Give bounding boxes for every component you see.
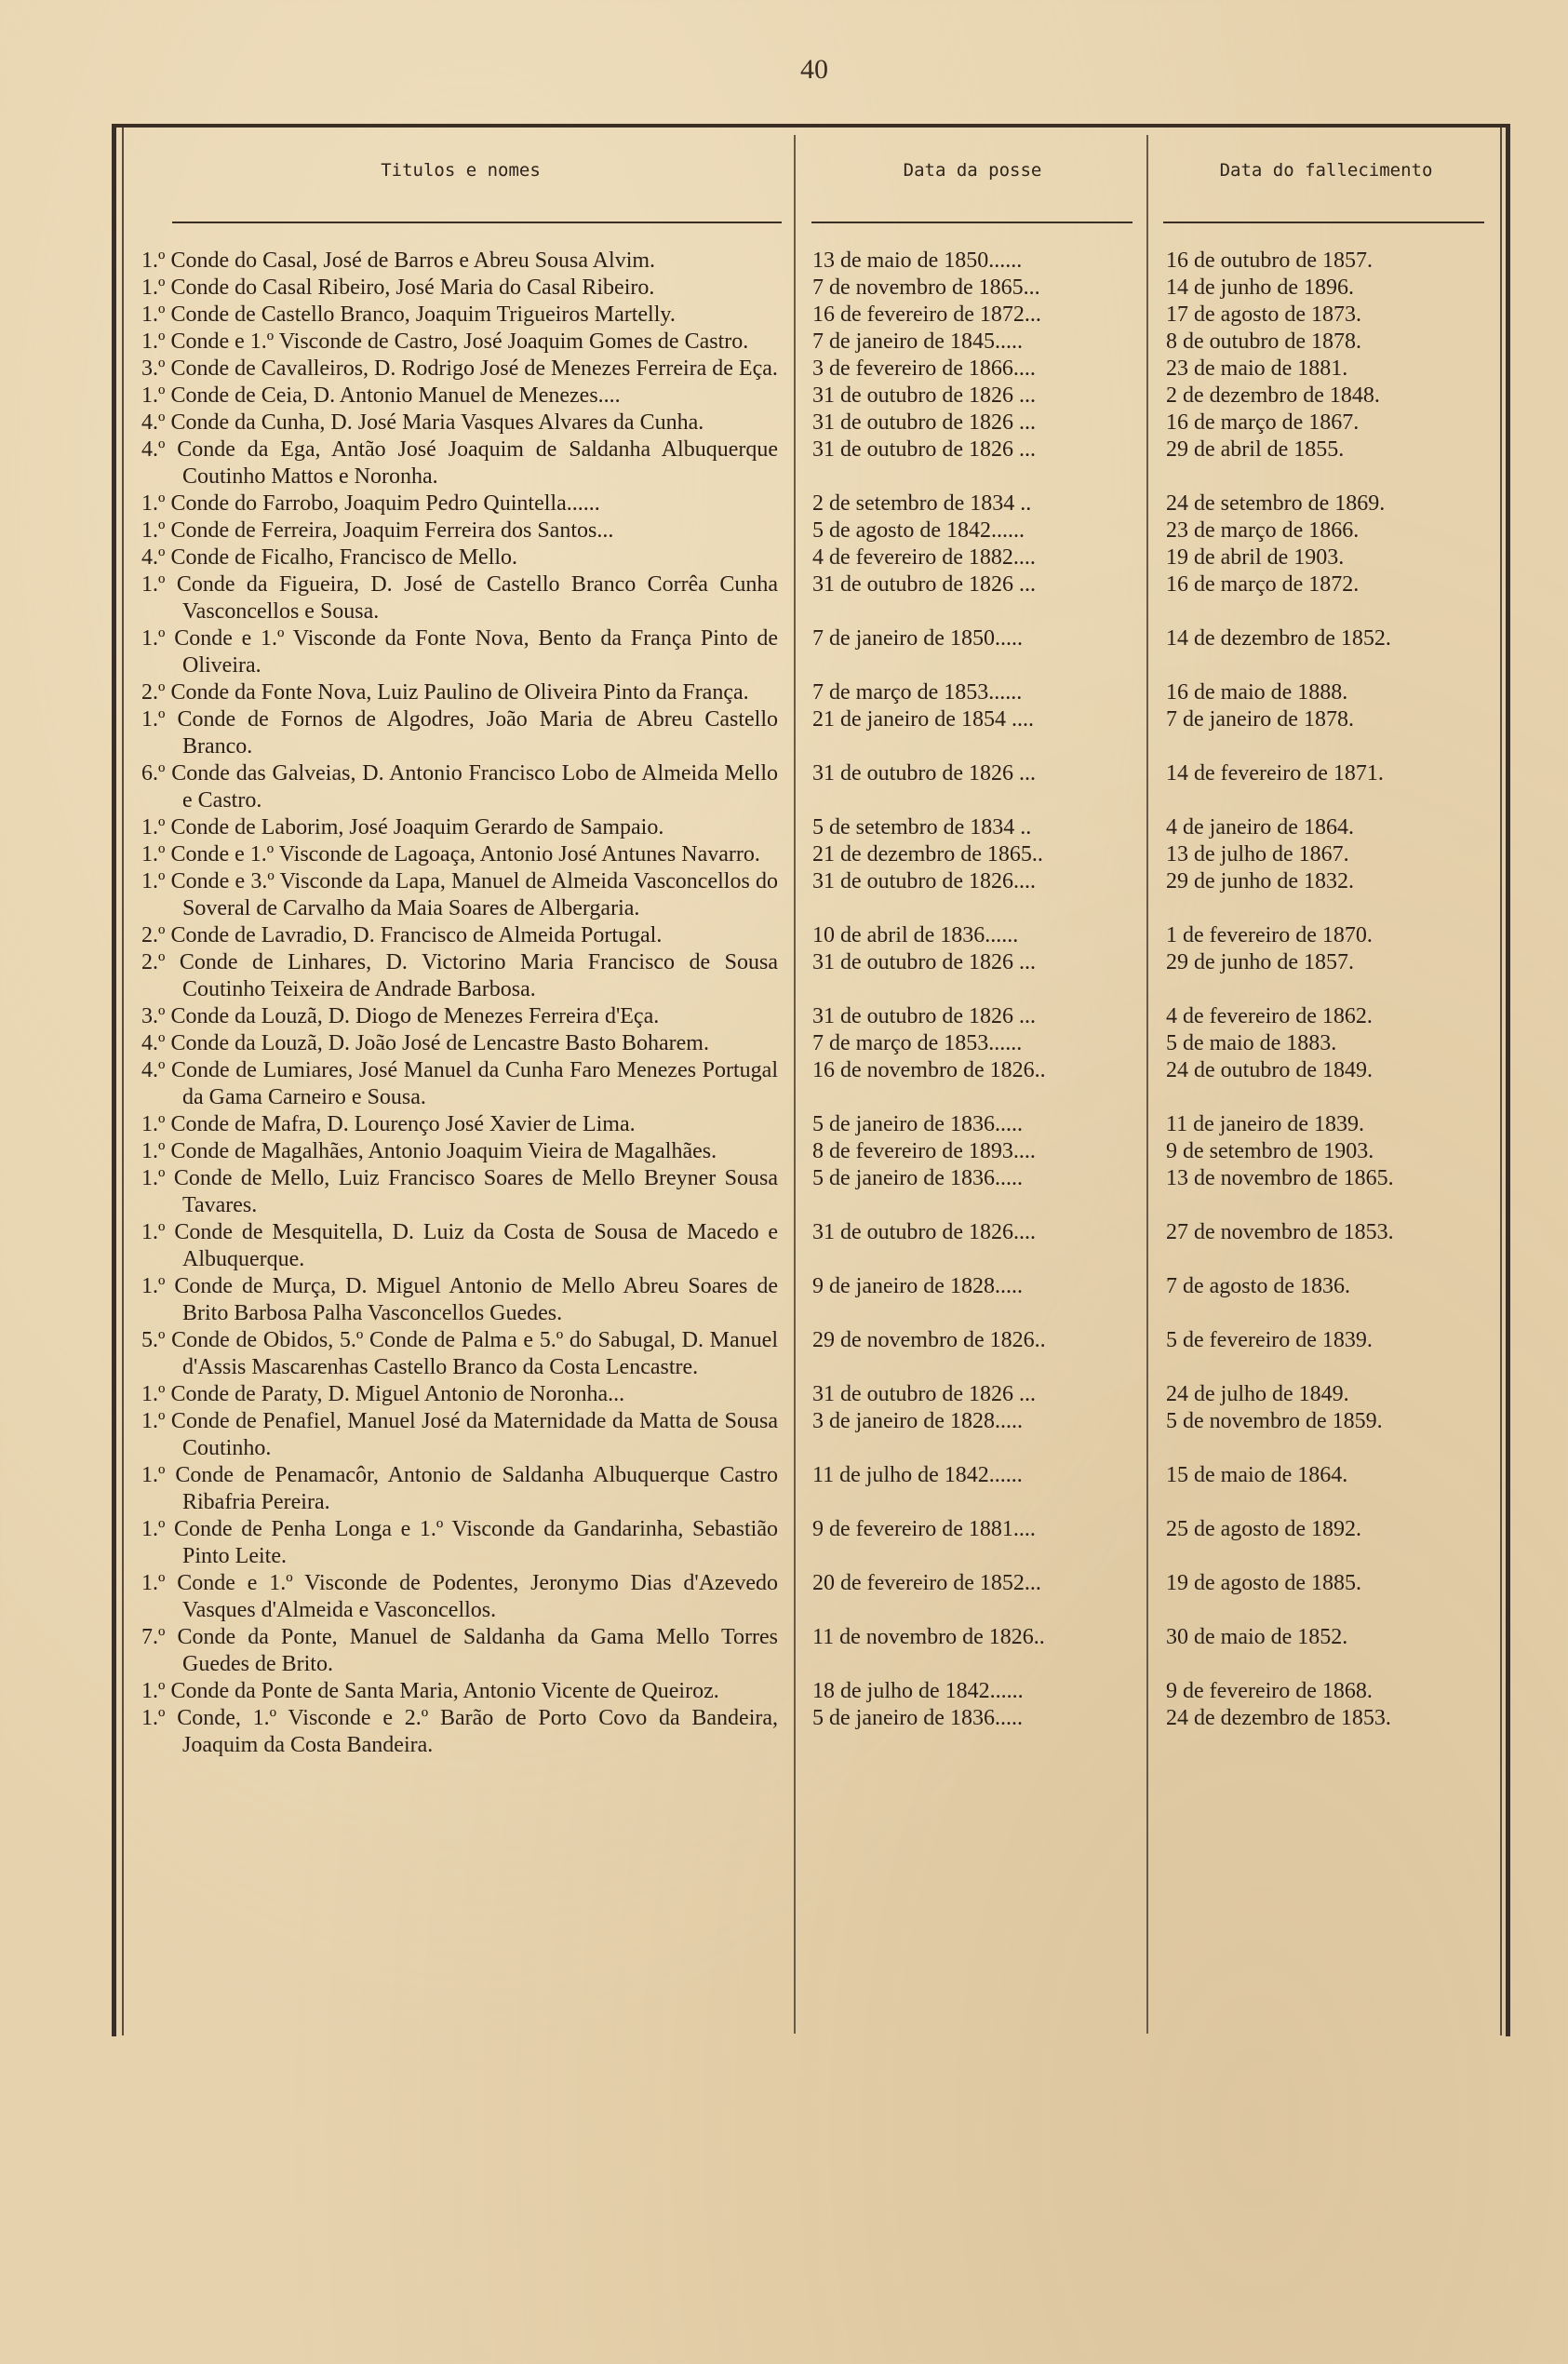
entry-title: 1.º Conde e 1.º Visconde de Lagoaça, Antonio José Antunes Navarro. — [141, 842, 760, 866]
table-row — [0, 302, 1568, 329]
table-row — [0, 1003, 1568, 1030]
table-row — [0, 1462, 1568, 1516]
entry-posse-date: 21 de dezembro de 1865.. — [812, 842, 1043, 866]
entry-posse-date: 21 de janeiro de 1854 .... — [812, 707, 1034, 732]
entry-posse-date: 5 de setembro de 1834 .. — [812, 815, 1032, 839]
entry-title: 1.º Conde do Casal, José de Barros e Abreu Sousa Alvim. — [141, 248, 656, 273]
entry-title: 2.º Conde da Fonte Nova, Luiz Paulino de Oliveira Pinto da França. — [141, 680, 749, 705]
entry-posse-date: 3 de janeiro de 1828..... — [812, 1409, 1023, 1433]
entry-posse-date: 4 de fevereiro de 1882.... — [812, 545, 1036, 570]
entry-posse-date: 3 de fevereiro de 1866.... — [812, 356, 1036, 381]
table-row — [0, 949, 1568, 1003]
entry-posse-date: 31 de outubro de 1826.... — [812, 1220, 1036, 1244]
entry-fallecimento-date: 4 de fevereiro de 1862. — [1166, 1004, 1373, 1028]
entry-posse-date: 7 de janeiro de 1850..... — [812, 626, 1023, 651]
entry-title: 4.º Conde de Ficalho, Francisco de Mello. — [141, 545, 518, 570]
entry-fallecimento-date: 13 de julho de 1867. — [1166, 842, 1349, 866]
entry-fallecimento-date: 19 de agosto de 1885. — [1166, 1571, 1361, 1595]
entry-title: 1.º Conde de Ferreira, Joaquim Ferreira dos Santos... — [141, 518, 614, 543]
entry-posse-date: 5 de agosto de 1842...... — [812, 518, 1025, 543]
header-titulos-e-nomes: Titulos e nomes — [381, 160, 541, 181]
table-row — [0, 868, 1568, 922]
entry-posse-date: 8 de fevereiro de 1893.... — [812, 1139, 1036, 1163]
entry-fallecimento-date: 16 de maio de 1888. — [1166, 680, 1348, 705]
table-row — [0, 248, 1568, 275]
entry-title: 1.º Conde, 1.º Visconde e 2.º Barão de Porto Covo da Bandeira, Joaquim da Costa Bandeira. — [141, 1706, 778, 1757]
entry-fallecimento-date: 17 de agosto de 1873. — [1166, 302, 1361, 327]
table-row — [0, 517, 1568, 544]
table-row — [0, 383, 1568, 410]
table-row — [0, 841, 1568, 868]
entry-fallecimento-date: 24 de setembro de 1869. — [1166, 491, 1386, 516]
entry-title: 1.º Conde de Laborim, José Joaquim Gerardo de Sampaio. — [141, 815, 664, 839]
entry-fallecimento-date: 9 de fevereiro de 1868. — [1166, 1679, 1373, 1703]
table-row — [0, 625, 1568, 679]
entry-fallecimento-date: 14 de fevereiro de 1871. — [1166, 761, 1384, 786]
entry-title: 1.º Conde e 1.º Visconde da Fonte Nova, Bento da França Pinto de Oliveira. — [141, 626, 778, 678]
table-row — [0, 329, 1568, 356]
entry-posse-date: 31 de outubro de 1826 ... — [812, 410, 1036, 435]
table-row — [0, 1624, 1568, 1678]
entry-fallecimento-date: 25 de agosto de 1892. — [1166, 1517, 1361, 1541]
entry-fallecimento-date: 15 de maio de 1864. — [1166, 1463, 1348, 1487]
table-row — [0, 1408, 1568, 1462]
table-row — [0, 760, 1568, 814]
entry-title: 1.º Conde e 1.º Visconde de Castro, José Joaquim Gomes de Castro. — [141, 329, 749, 354]
page-number: 40 — [800, 54, 828, 85]
entry-fallecimento-date: 14 de dezembro de 1852. — [1166, 626, 1391, 651]
entry-posse-date: 31 de outubro de 1826 ... — [812, 1382, 1036, 1406]
entry-posse-date: 31 de outubro de 1826 ... — [812, 761, 1036, 786]
table-row — [0, 1219, 1568, 1273]
table-row — [0, 1138, 1568, 1165]
entry-title: 4.º Conde de Lumiares, José Manuel da Cunha Faro Menezes Portugal da Gama Carneiro e Sousa. — [141, 1058, 778, 1109]
entry-posse-date: 16 de fevereiro de 1872... — [812, 302, 1041, 327]
table-row — [0, 1327, 1568, 1381]
entry-posse-date: 20 de fevereiro de 1852... — [812, 1571, 1041, 1595]
entry-posse-date: 11 de novembro de 1826.. — [812, 1625, 1045, 1649]
entry-title: 1.º Conde e 3.º Visconde da Lapa, Manuel de Almeida Vasconcellos do Soveral de Carvalho da Maia Soares de Albergaria. — [141, 869, 778, 920]
entry-fallecimento-date: 7 de janeiro de 1878. — [1166, 707, 1354, 732]
table-row — [0, 706, 1568, 760]
header-data-da-posse: Data da posse — [903, 160, 1042, 181]
entry-fallecimento-date: 9 de setembro de 1903. — [1166, 1139, 1374, 1163]
entry-posse-date: 7 de março de 1853...... — [812, 1031, 1023, 1055]
entry-posse-date: 18 de julho de 1842...... — [812, 1679, 1024, 1703]
entry-posse-date: 7 de janeiro de 1845..... — [812, 329, 1023, 354]
entry-fallecimento-date: 4 de janeiro de 1864. — [1166, 815, 1354, 839]
table-row — [0, 1111, 1568, 1138]
entry-title: 1.º Conde do Farrobo, Joaquim Pedro Quintella...... — [141, 491, 600, 516]
entry-title: 5.º Conde de Obidos, 5.º Conde de Palma e 5.º do Sabugal, D. Manuel d'Assis Mascarenhas Castello Branco da Costa Lencastre. — [141, 1328, 778, 1379]
table-row — [0, 814, 1568, 841]
header-data-do-fallecimento: Data do fallecimento — [1219, 160, 1433, 181]
entry-fallecimento-date: 5 de maio de 1883. — [1166, 1031, 1337, 1055]
entry-title: 3.º Conde de Cavalleiros, D. Rodrigo José de Menezes Ferreira de Eça. — [141, 356, 778, 381]
entry-fallecimento-date: 24 de outubro de 1849. — [1166, 1058, 1373, 1082]
entry-title: 1.º Conde da Ponte de Santa Maria, Antonio Vicente de Queiroz. — [141, 1679, 719, 1703]
header-rule-posse — [811, 222, 1132, 223]
table-row — [0, 437, 1568, 490]
entry-posse-date: 2 de setembro de 1834 .. — [812, 491, 1032, 516]
entry-title: 1.º Conde do Casal Ribeiro, José Maria do Casal Ribeiro. — [141, 275, 655, 300]
entry-posse-date: 31 de outubro de 1826.... — [812, 869, 1036, 893]
entry-fallecimento-date: 19 de abril de 1903. — [1166, 545, 1345, 570]
table-row — [0, 356, 1568, 383]
entry-title: 1.º Conde de Paraty, D. Miguel Antonio de Noronha... — [141, 1382, 625, 1406]
entry-posse-date: 31 de outubro de 1826 ... — [812, 437, 1036, 462]
entry-title: 3.º Conde da Louzã, D. Diogo de Menezes Ferreira d'Eça. — [141, 1004, 660, 1028]
entry-fallecimento-date: 13 de novembro de 1865. — [1166, 1166, 1394, 1190]
entry-fallecimento-date: 11 de janeiro de 1839. — [1166, 1112, 1365, 1136]
entry-fallecimento-date: 7 de agosto de 1836. — [1166, 1274, 1350, 1298]
entry-title: 1.º Conde de Mesquitella, D. Luiz da Costa de Sousa de Macedo e Albuquerque. — [141, 1220, 778, 1271]
entry-posse-date: 7 de março de 1853...... — [812, 680, 1023, 705]
entry-fallecimento-date: 5 de novembro de 1859. — [1166, 1409, 1383, 1433]
entry-title: 1.º Conde de Penha Longa e 1.º Visconde da Gandarinha, Sebastião Pinto Leite. — [141, 1517, 778, 1568]
entry-posse-date: 7 de novembro de 1865... — [812, 275, 1040, 300]
table-row — [0, 571, 1568, 625]
table-row — [0, 1570, 1568, 1624]
entry-title: 6.º Conde das Galveias, D. Antonio Francisco Lobo de Almeida Mello e Castro. — [141, 761, 778, 813]
table-row — [0, 1516, 1568, 1570]
entry-posse-date: 31 de outubro de 1826 ... — [812, 950, 1036, 974]
entry-title: 1.º Conde de Castello Branco, Joaquim Trigueiros Martelly. — [141, 302, 676, 327]
entry-posse-date: 9 de janeiro de 1828..... — [812, 1274, 1023, 1298]
entry-posse-date: 5 de janeiro de 1836..... — [812, 1112, 1023, 1136]
table-row — [0, 922, 1568, 949]
entry-title: 4.º Conde da Ega, Antão José Joaquim de Saldanha Albuquerque Coutinho Mattos e Noronha. — [141, 437, 778, 489]
entry-fallecimento-date: 23 de maio de 1881. — [1166, 356, 1348, 381]
entry-posse-date: 29 de novembro de 1826.. — [812, 1328, 1046, 1352]
entry-title: 1.º Conde de Ceia, D. Antonio Manuel de Menezes.... — [141, 383, 621, 408]
table-row — [0, 679, 1568, 706]
entry-posse-date: 10 de abril de 1836...... — [812, 923, 1019, 947]
entry-posse-date: 11 de julho de 1842...... — [812, 1463, 1023, 1487]
entry-title: 1.º Conde de Magalhães, Antonio Joaquim Vieira de Magalhães. — [141, 1139, 717, 1163]
entry-title: 1.º Conde de Penamacôr, Antonio de Saldanha Albuquerque Castro Ribafria Pereira. — [141, 1463, 778, 1514]
table-row — [0, 1705, 1568, 1759]
entry-posse-date: 13 de maio de 1850...... — [812, 248, 1023, 273]
entry-fallecimento-date: 29 de abril de 1855. — [1166, 437, 1345, 462]
table-row — [0, 1273, 1568, 1327]
entry-title: 1.º Conde de Murça, D. Miguel Antonio de Mello Abreu Soares de Brito Barbosa Palha Vasconcellos Guedes. — [141, 1274, 778, 1325]
table-row — [0, 544, 1568, 571]
table-row — [0, 1678, 1568, 1705]
entry-fallecimento-date: 16 de março de 1867. — [1166, 410, 1360, 435]
header-rule-titulos — [172, 222, 782, 223]
entry-fallecimento-date: 27 de novembro de 1853. — [1166, 1220, 1394, 1244]
entry-fallecimento-date: 2 de dezembro de 1848. — [1166, 383, 1380, 408]
table-row — [0, 1381, 1568, 1408]
entry-posse-date: 16 de novembro de 1826.. — [812, 1058, 1046, 1082]
entry-fallecimento-date: 14 de junho de 1896. — [1166, 275, 1354, 300]
entry-fallecimento-date: 29 de junho de 1832. — [1166, 869, 1354, 893]
entry-posse-date: 31 de outubro de 1826 ... — [812, 383, 1036, 408]
entry-fallecimento-date: 8 de outubro de 1878. — [1166, 329, 1361, 354]
entry-posse-date: 5 de janeiro de 1836..... — [812, 1166, 1023, 1190]
entry-title: 1.º Conde da Figueira, D. José de Castello Branco Corrêa Cunha Vasconcellos e Sousa. — [141, 572, 778, 624]
table-row — [0, 1030, 1568, 1057]
entry-fallecimento-date: 16 de março de 1872. — [1166, 572, 1360, 597]
entry-title: 7.º Conde da Ponte, Manuel de Saldanha da Gama Mello Torres Guedes de Brito. — [141, 1625, 778, 1676]
entry-fallecimento-date: 24 de dezembro de 1853. — [1166, 1706, 1391, 1730]
entry-title: 4.º Conde da Louzã, D. João José de Lencastre Basto Boharem. — [141, 1031, 709, 1055]
entry-fallecimento-date: 29 de junho de 1857. — [1166, 950, 1354, 974]
table-row — [0, 410, 1568, 437]
entry-title: 1.º Conde e 1.º Visconde de Podentes, Jeronymo Dias d'Azevedo Vasques d'Almeida e Vasconcellos. — [141, 1571, 778, 1622]
table-row — [0, 1057, 1568, 1111]
entry-posse-date: 31 de outubro de 1826 ... — [812, 572, 1036, 597]
entry-fallecimento-date: 30 de maio de 1852. — [1166, 1625, 1348, 1649]
table-row — [0, 275, 1568, 302]
entry-title: 2.º Conde de Lavradio, D. Francisco de Almeida Portugal. — [141, 923, 663, 947]
entry-fallecimento-date: 1 de fevereiro de 1870. — [1166, 923, 1373, 947]
entry-fallecimento-date: 24 de julho de 1849. — [1166, 1382, 1349, 1406]
entry-fallecimento-date: 5 de fevereiro de 1839. — [1166, 1328, 1373, 1352]
entry-title: 2.º Conde de Linhares, D. Victorino Maria Francisco de Sousa Coutinho Teixeira de Andrade Barbosa. — [141, 950, 778, 1001]
entry-title: 1.º Conde de Fornos de Algodres, João Maria de Abreu Castello Branco. — [141, 707, 778, 759]
entry-fallecimento-date: 23 de março de 1866. — [1166, 518, 1360, 543]
entry-posse-date: 5 de janeiro de 1836..... — [812, 1706, 1023, 1730]
entry-title: 1.º Conde de Mafra, D. Lourenço José Xavier de Lima. — [141, 1112, 636, 1136]
entries-list — [0, 248, 1568, 1759]
entry-posse-date: 31 de outubro de 1826 ... — [812, 1004, 1036, 1028]
entry-title: 1.º Conde de Mello, Luiz Francisco Soares de Mello Breyner Sousa Tavares. — [141, 1166, 778, 1217]
table-row — [0, 490, 1568, 517]
table-row — [0, 1165, 1568, 1219]
entry-title: 4.º Conde da Cunha, D. José Maria Vasques Alvares da Cunha. — [141, 410, 704, 435]
header-rule-fallecimento — [1163, 222, 1484, 223]
entry-fallecimento-date: 16 de outubro de 1857. — [1166, 248, 1373, 273]
entry-title: 1.º Conde de Penafiel, Manuel José da Maternidade da Matta de Sousa Coutinho. — [141, 1409, 778, 1460]
entry-posse-date: 9 de fevereiro de 1881.... — [812, 1517, 1036, 1541]
